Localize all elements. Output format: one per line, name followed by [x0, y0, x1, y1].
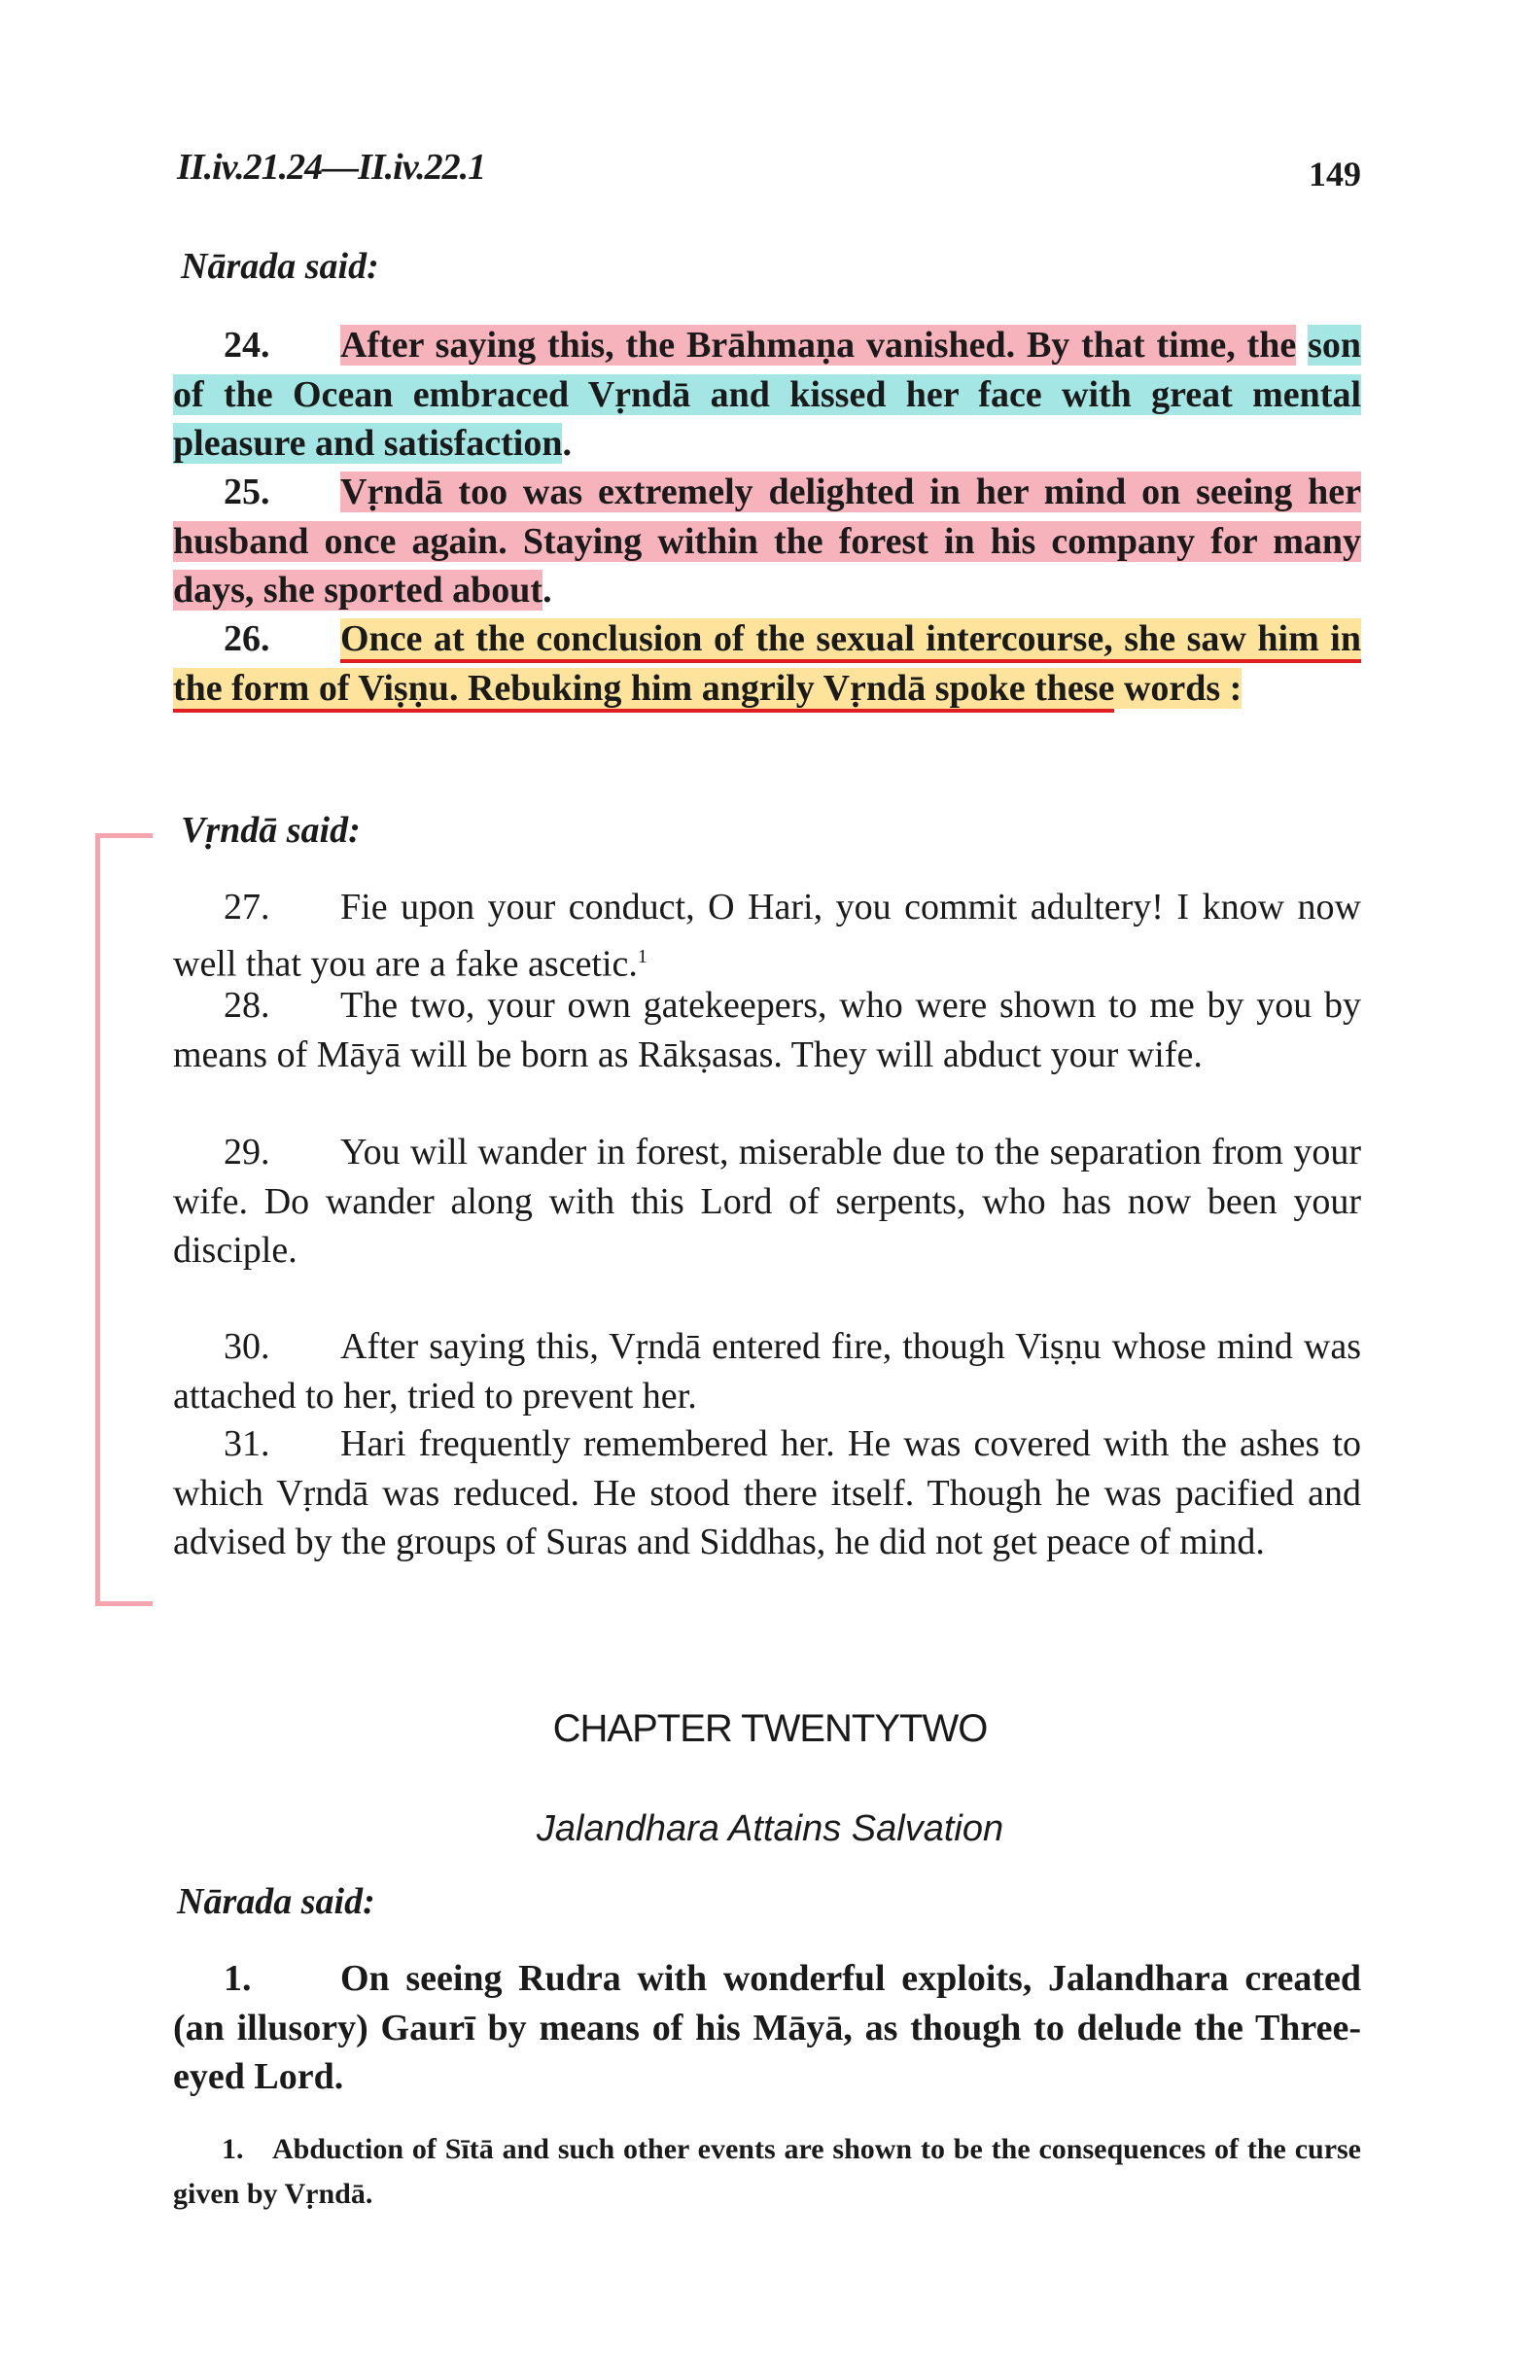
- verse-31: [173, 1419, 1361, 1567]
- page-number: 149: [1309, 155, 1361, 193]
- verse-27: [173, 883, 1361, 989]
- verse-24: [173, 321, 1361, 469]
- verse-number: 28.: [224, 985, 270, 1026]
- margin-bracket: [95, 833, 153, 1606]
- verse-number: 24.: [224, 325, 270, 366]
- verse-number: 1.: [224, 1958, 252, 1999]
- verse-text: Hari frequently remembered her. He was covered with the ashes to which Vṛndā was reduced. He stood there itself. Though he was pacified and advised by the groups of Suras and Siddhas, he did not get peace of mind.: [173, 1423, 1361, 1562]
- verse-number: 25.: [224, 472, 270, 512]
- running-header: II.iv.21.24—II.iv.22.1: [177, 147, 486, 188]
- verse-text: .: [562, 423, 572, 464]
- speaker-vrnda: Vṛndā said:: [181, 810, 361, 851]
- verse-text: On seeing Rudra with wonderful exploits, Jalandhara created (an illusory) Gaurī by means of his Māyā, as though to delude the Three-eyed Lord.: [173, 1958, 1361, 2097]
- highlight-yellow: words :: [1114, 667, 1242, 709]
- verse-text: After saying this, Vṛndā entered fire, though Viṣṇu whose mind was attached to her, tried to prevent her.: [173, 1326, 1361, 1417]
- verse-text: Fie upon your conduct, O Hari, you commit adultery! I know now well that you are a fake ascetic.: [173, 887, 1361, 985]
- verse-number: 27.: [224, 887, 270, 928]
- verse-26: [173, 614, 1361, 713]
- highlight-cyan: son of the Ocean embraced Vṛndā and kissed her face with great mental pleasure and satisfaction: [173, 325, 1361, 464]
- verse-text: The two, your own gatekeepers, who were shown to me by you by means of Māyā will be born as Rākṣasas. They will abduct your wife.: [173, 985, 1361, 1075]
- chapter-title: CHAPTER TWENTYTWO: [552, 1707, 988, 1750]
- highlight-yellow-underlined: Once at the conclusion of the sexual intercourse, she saw him in the form of Viṣṇu. Rebuking him angrily Vṛndā spoke these: [173, 618, 1361, 713]
- verse-text: .: [542, 570, 552, 611]
- footnote-text: Abduction of Sītā and such other events are shown to be the consequences of the curse given by Vṛndā.: [173, 2133, 1361, 2210]
- verse-29: [173, 1128, 1361, 1276]
- verse-28: [173, 981, 1361, 1079]
- footnote-number: 1.: [222, 2133, 244, 2165]
- speaker-narada: Nārada said:: [181, 246, 379, 287]
- speaker-narada-2: Nārada said:: [177, 1881, 375, 1922]
- verse-number: 29.: [224, 1132, 270, 1172]
- verse-number: 31.: [224, 1423, 270, 1464]
- footnote: [173, 2127, 1361, 2217]
- verse-number: 30.: [224, 1326, 270, 1367]
- verse-number: 26.: [224, 618, 270, 659]
- verse-text: You will wander in forest, miserable due to the separation from your wife. Do wander along with this Lord of serpents, who has now been your disciple.: [173, 1132, 1361, 1271]
- highlight-red: Vṛndā too was extremely delighted in her mind on seeing her husband once again. Staying within the forest in his company for many days, she sported about: [173, 472, 1361, 611]
- verse-30: [173, 1322, 1361, 1420]
- verse-25: [173, 468, 1361, 615]
- verse-1: [173, 1954, 1361, 2102]
- highlight-red: After saying this, the Brāhmaṇa vanished. By that time, the: [340, 325, 1297, 366]
- chapter-subtitle: Jalandhara Attains Salvation: [536, 1808, 1004, 1849]
- footnote-mark: 1: [637, 945, 648, 967]
